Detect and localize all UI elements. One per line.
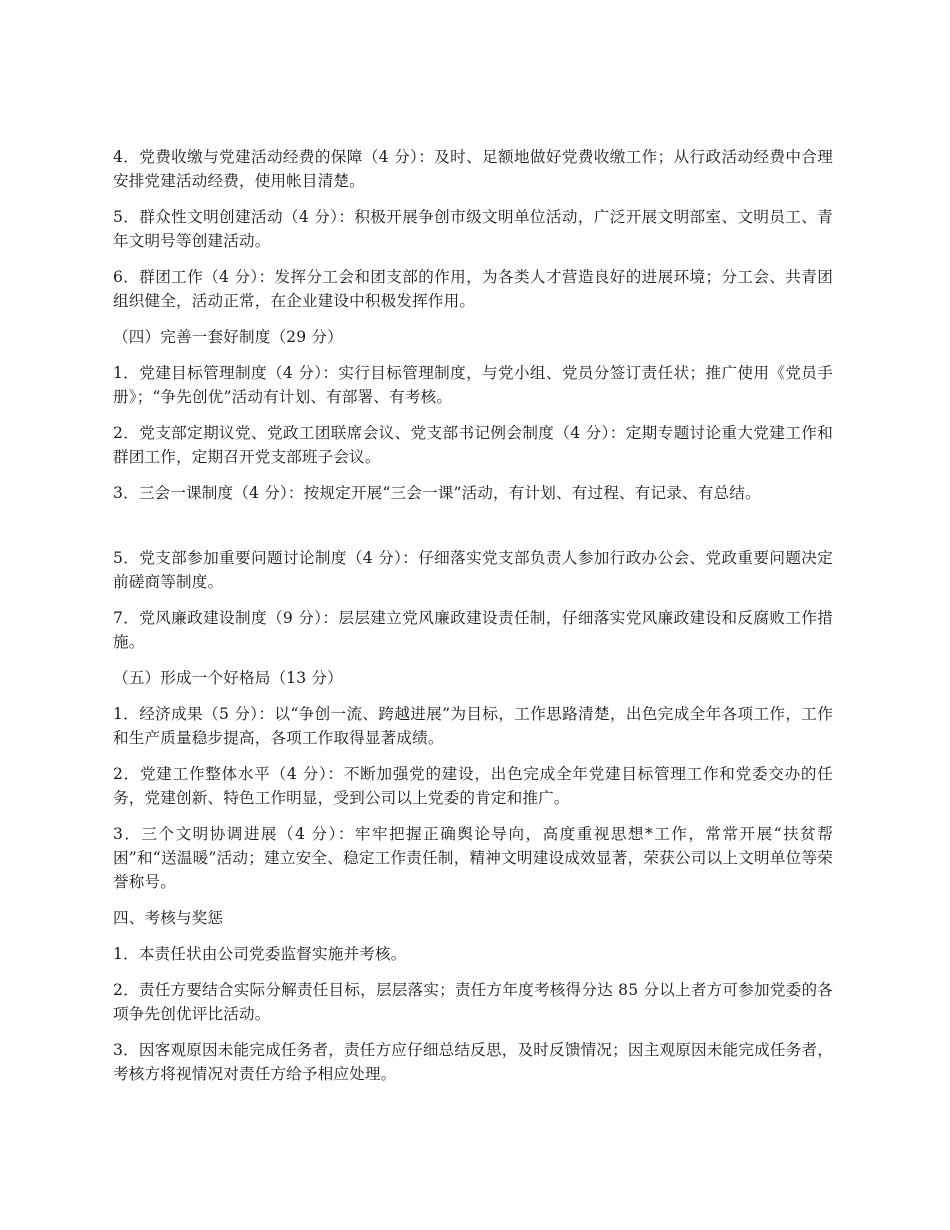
paragraph-system-5: 5．党支部参加重要问题讨论制度（4 分）：仔细落实党支部负责人参加行政办公会、党政重要问题决定前磋商等制度。	[113, 549, 833, 591]
paragraph-item-4: 4．党费收缴与党建活动经费的保障（4 分）：及时、足额地做好党费收缴工作；从行政活动经费中合理安排党建活动经费，使用帐目清楚。	[113, 148, 833, 190]
paragraph-pattern-2: 2．党建工作整体水平（4 分）：不断加强党的建设，出色完成全年党建目标管理工作和党委交办的任务，党建创新、特色工作明显，受到公司以上党委的肯定和推广。	[113, 765, 833, 807]
paragraph-system-2: 2．党支部定期议党、党政工团联席会议、党支部书记例会制度（4 分）：定期专题讨论重大党建工作和群团工作，定期召开党支部班子会议。	[113, 424, 833, 466]
paragraph-system-1: 1．党建目标管理制度（4 分）：实行目标管理制度，与党小组、党员分签订责任状；推广使用《党员手册》；“争先创优”活动有计划、有部署、有考核。	[113, 364, 833, 406]
document-page	[113, 145, 833, 1098]
section-heading-5: （五）形成一个好格局（13 分）	[113, 669, 343, 687]
paragraph-assessment-1: 1．本责任状由公司党委监督实施并考核。	[113, 945, 407, 963]
paragraph-pattern-3: 3．三个文明协调进展（4 分）：牢牢把握正确舆论导向，高度重视思想*工作，常常开展“扶贫帮困”和“送温暖”活动；建立安全、稳定工作责任制，精神文明建设成效显著，荣获公司以上文明单位等荣誉称号。	[113, 825, 833, 891]
paragraph-assessment-2: 2．责任方要结合实际分解责任目标，层层落实；责任方年度考核得分达 85 分以上者方可参加党委的各项争先创优评比活动。	[113, 981, 833, 1023]
section-heading-4: （四）完善一套好制度（29 分）	[113, 328, 343, 346]
blank-gap	[113, 517, 833, 546]
paragraph-pattern-1: 1．经济成果（5 分）：以“争创一流、跨越进展”为目标，工作思路清楚，出色完成全年各项工作，工作和生产质量稳步提高，各项工作取得显著成绩。	[113, 705, 833, 747]
paragraph-system-7: 7．党风廉政建设制度（9 分）：层层建立党风廉政建设责任制，仔细落实党风廉政建设和反腐败工作措施。	[113, 609, 833, 651]
paragraph-system-3: 3．三会一课制度（4 分）：按规定开展“三会一课”活动，有计划、有过程、有记录、有总结。	[113, 484, 761, 502]
section-heading-assessment: 四、考核与奖惩	[113, 909, 224, 927]
paragraph-assessment-3: 3．因客观原因未能完成任务者，责任方应仔细总结反思，及时反馈情况；因主观原因未能完成任务者，考核方将视情况对责任方给予相应处理。	[113, 1041, 833, 1083]
paragraph-item-6: 6．群团工作（4 分）：发挥分工会和团支部的作用，为各类人才营造良好的进展环境；分工会、共青团组织健全，活动正常，在企业建设中积极发挥作用。	[113, 268, 833, 310]
paragraph-item-5: 5．群众性文明创建活动（4 分）：积极开展争创市级文明单位活动，广泛开展文明部室、文明员工、青年文明号等创建活动。	[113, 208, 833, 250]
